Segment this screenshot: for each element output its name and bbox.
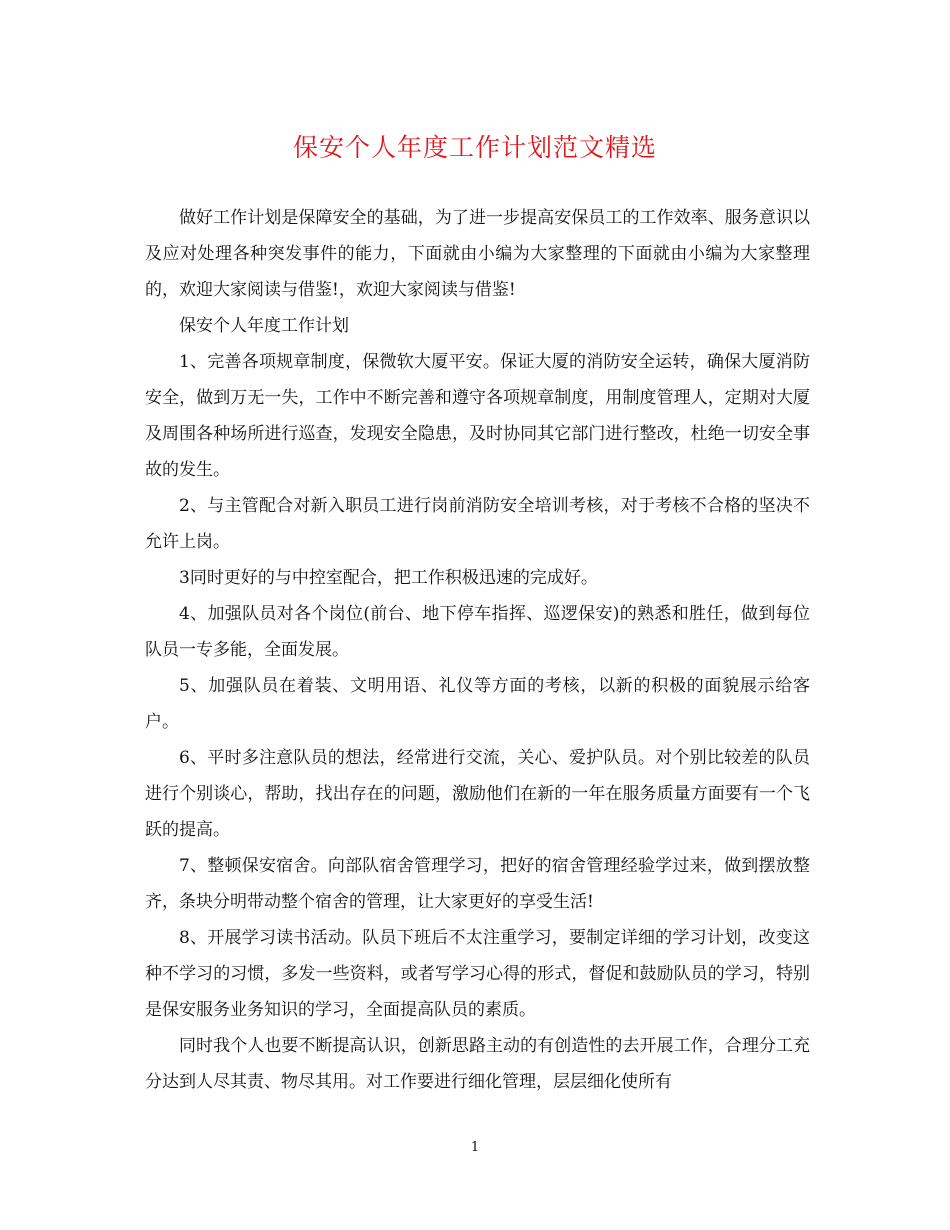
- paragraph-intro: 做好工作计划是保障安全的基础，为了进一步提高安保员工的工作效率、服务意识以及应对处理各种突发事件的能力，下面就由小编为大家整理的下面就由小编为大家整理的，欢迎大家阅读与借鉴!，欢迎大家阅读与借鉴!: [145, 208, 810, 300]
- paragraph-item-1: 1、完善各项规章制度，保微软大厦平安。保证大厦的消防安全运转，确保大厦消防安全，做到万无一失，工作中不断完善和遵守各项规章制度，用制度管理人，定期对大厦及周围各种场所进行巡查，发现安全隐患，及时协同其它部门进行整改，杜绝一切安全事故的发生。: [145, 352, 810, 480]
- paragraph-item-8: 8、开展学习读书活动。队员下班后不太注重学习，要制定详细的学习计划，改变这种不学习的习惯，多发一些资料，或者写学习心得的形式，督促和鼓励队员的学习，特别是保安服务业务知识的学习，全面提高队员的素质。: [145, 928, 810, 1020]
- page-number: 1: [470, 1140, 480, 1155]
- paragraph-item-7: 7、整顿保安宿舍。向部队宿舍管理学习，把好的宿舍管理经验学过来，做到摆放整齐，条块分明带动整个宿舍的管理，让大家更好的享受生活!: [145, 856, 810, 912]
- paragraph-item-2: 2、与主管配合对新入职员工进行岗前消防安全培训考核，对于考核不合格的坚决不允许上岗。: [145, 496, 810, 552]
- paragraph-subtitle: 保安个人年度工作计划: [179, 316, 349, 336]
- paragraph-item-4: 4、加强队员对各个岗位(前台、地下停车指挥、巡逻保安)的熟悉和胜任，做到每位队员一专多能，全面发展。: [145, 604, 810, 660]
- document-body: [145, 200, 810, 1100]
- document-title: 保安个人年度工作计划范文精选: [292, 133, 657, 162]
- paragraph-closing: 同时我个人也要不断提高认识，创新思路主动的有创造性的去开展工作，合理分工充分达到人尽其责、物尽其用。对工作要进行细化管理，层层细化使所有: [145, 1036, 810, 1092]
- paragraph-item-3: 3同时更好的与中控室配合，把工作积极迅速的完成好。: [179, 568, 598, 588]
- paragraph-item-5: 5、加强队员在着装、文明用语、礼仪等方面的考核，以新的积极的面貌展示给客户。: [145, 676, 810, 732]
- paragraph-item-6: 6、平时多注意队员的想法，经常进行交流，关心、爱护队员。对个别比较差的队员进行个别谈心，帮助，找出存在的问题，激励他们在新的一年在服务质量方面要有一个飞跃的提高。: [145, 748, 810, 840]
